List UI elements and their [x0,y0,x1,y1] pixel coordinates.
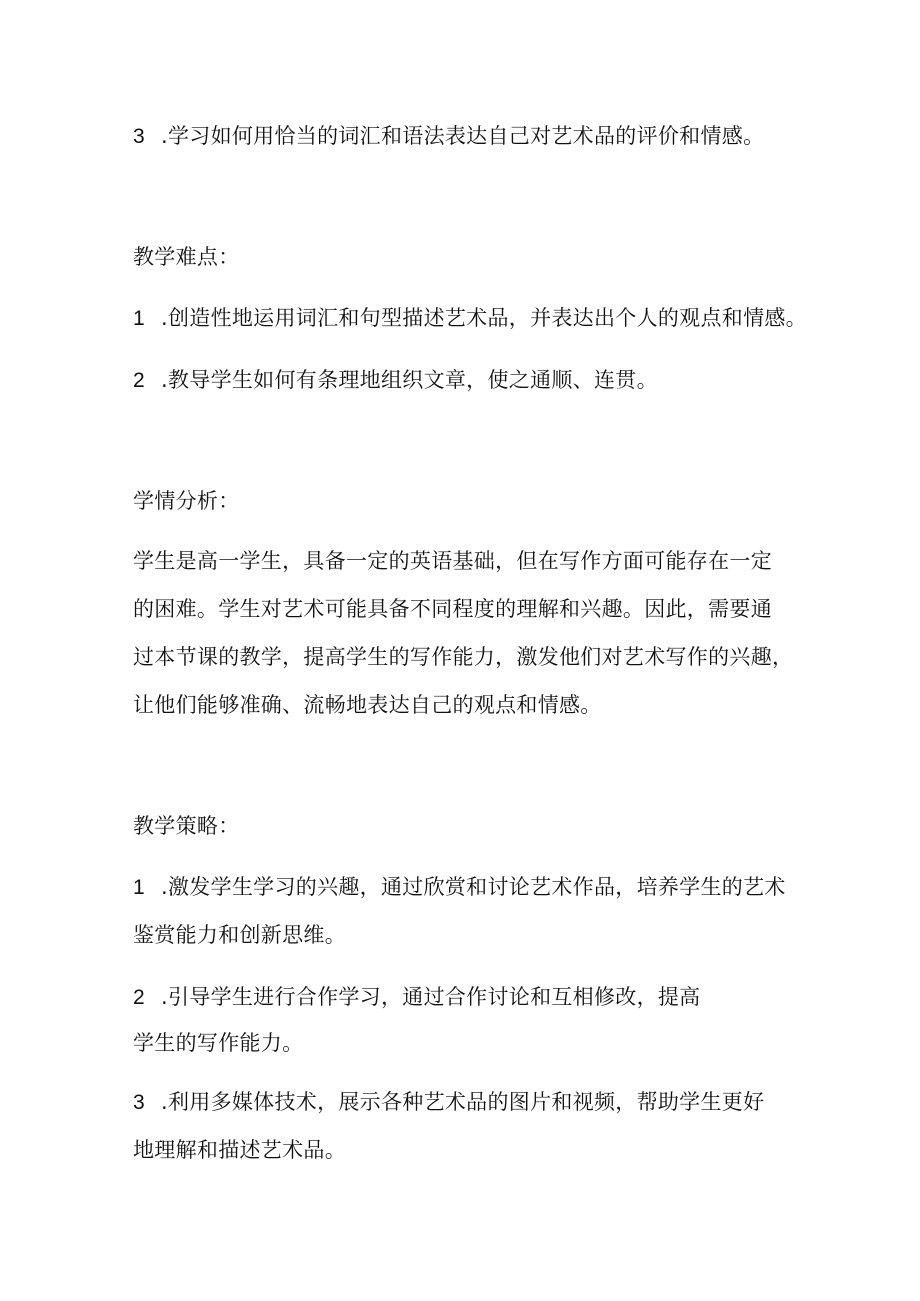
focus-item-3 [133,122,764,151]
strategy-item-3 [133,1088,764,1117]
strategy-item-2-continued: 学生的写作能力。 [133,1031,304,1055]
item-text: .利用多媒体技术，展示各种艺术品的图片和视频，帮助学生更好 [161,1090,765,1114]
analysis-line-1: 学生是高一学生，具备一定的英语基础，但在写作方面可能存在一定 [133,549,772,573]
item-number: 3 [133,125,145,148]
analysis-heading: 学情分析： [133,489,240,513]
item-number: 1 [133,876,145,899]
item-text: .激发学生学习的兴趣，通过欣赏和讨论艺术作品，培养学生的艺术 [161,875,786,899]
strategy-item-1-continued: 鉴赏能力和创新思维。 [133,923,346,947]
strategy-item-1 [133,873,786,902]
difficulty-item-2 [133,366,658,395]
item-number: 1 [133,307,145,330]
strategy-item-3-continued: 地理解和描述艺术品。 [133,1138,346,1162]
difficulty-item-1 [133,304,807,333]
item-text: .教导学生如何有条理地组织文章，使之通顺、连贯。 [161,368,658,392]
analysis-line-3: 过本节课的教学，提高学生的写作能力，激发他们对艺术写作的兴趣， [133,645,794,669]
difficulties-heading: 教学难点： [133,245,240,269]
strategies-heading: 教学策略： [133,814,240,838]
analysis-line-2: 的困难。学生对艺术可能具备不同程度的理解和兴趣。因此，需要通 [133,597,772,621]
strategy-item-2 [133,983,700,1012]
item-text: .引导学生进行合作学习，通过合作讨论和互相修改，提高 [161,985,701,1009]
item-number: 2 [133,986,145,1009]
item-text: .学习如何用恰当的词汇和语法表达自己对艺术品的评价和情感。 [161,124,765,148]
item-text: .创造性地运用词汇和句型描述艺术品，并表达出个人的观点和情感。 [161,306,807,330]
item-number: 3 [133,1091,145,1114]
analysis-line-4: 让他们能够准确、流畅地表达自己的观点和情感。 [133,693,602,717]
item-number: 2 [133,369,145,392]
